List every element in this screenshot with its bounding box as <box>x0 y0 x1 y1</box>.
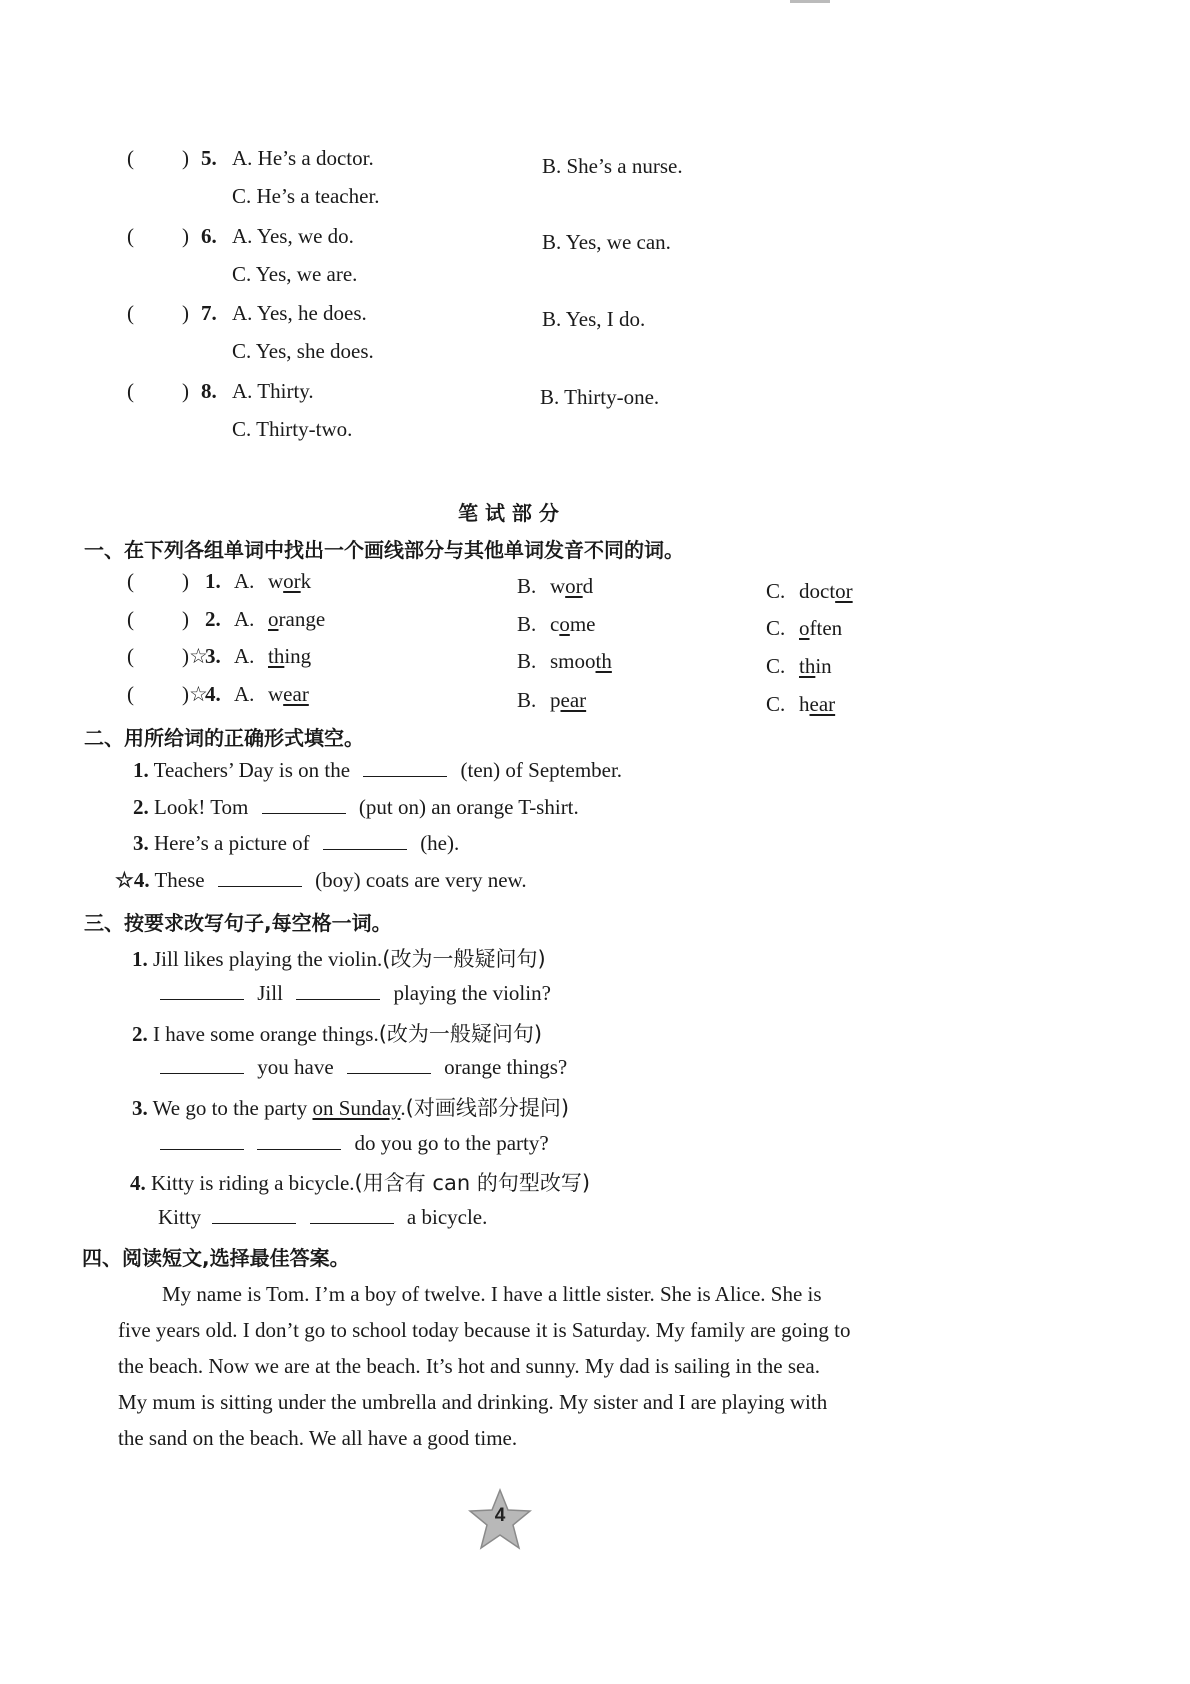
section-2-heading: 二、用所给词的正确形式填空。 <box>84 726 364 750</box>
option-a-letter: A. <box>234 682 255 706</box>
item-text-before: These <box>154 868 205 892</box>
option-b: B. She’s a nurse. <box>542 154 683 178</box>
item-number: 2. <box>132 1022 148 1046</box>
page-number: 4 <box>494 1505 506 1526</box>
passage-line: five years old. I don’t go to school today because it is Saturday. My family are going to <box>118 1318 851 1342</box>
answer-blank[interactable] <box>310 1205 394 1224</box>
instruction: (改为一般疑问句) <box>382 947 546 971</box>
answer-text: Kitty <box>158 1205 202 1229</box>
paren-close: )☆ <box>182 644 208 668</box>
sentence: We go to the party on Sunday. <box>152 1096 406 1120</box>
option-b-letter: B. <box>517 649 537 673</box>
section-1-heading: 一、在下列各组单词中找出一个画线部分与其他单词发音不同的词。 <box>84 538 684 562</box>
item-text-after: (put on) an orange T-shirt. <box>358 795 579 819</box>
paren-open: ( <box>127 146 134 170</box>
item-number: 1. <box>133 758 149 782</box>
instruction: (对画线部分提问) <box>405 1096 570 1120</box>
item-number: 6. <box>201 224 217 248</box>
option-a: A. Thirty. <box>232 379 314 403</box>
paren-open: ( <box>127 569 134 593</box>
paren-close: ) <box>182 607 189 631</box>
option-c-word: often <box>799 616 843 640</box>
option-c-letter: C. <box>766 654 786 678</box>
option-a-letter: A. <box>234 569 255 593</box>
answer-text: Jill <box>257 981 283 1005</box>
option-a-word: work <box>268 569 312 593</box>
item-number: ☆4. <box>115 868 150 892</box>
option-b-word: smooth <box>550 649 612 673</box>
option-b-letter: B. <box>517 574 537 598</box>
option-b-word: word <box>550 574 594 598</box>
option-b: B. Thirty-one. <box>540 385 660 409</box>
item-text-after: (ten) of September. <box>460 758 623 782</box>
option-c: C. Yes, she does. <box>232 339 374 363</box>
paren-open: ( <box>127 379 134 403</box>
item-text-before: Look! Tom <box>154 795 249 819</box>
item-number: 4. <box>205 682 221 706</box>
fill-blank-item <box>133 795 579 820</box>
answer-blank[interactable] <box>160 981 244 1000</box>
rewrite-answer-line <box>158 1205 487 1230</box>
option-b: B. Yes, we can. <box>542 230 671 254</box>
rewrite-question <box>132 943 546 973</box>
item-number: 5. <box>201 146 217 170</box>
item-number: 3. <box>205 644 221 668</box>
rewrite-answer-line <box>160 981 551 1006</box>
paren-open: ( <box>127 682 134 706</box>
paren-close: ) <box>182 379 189 403</box>
item-number: 2. <box>205 607 221 631</box>
option-c-word: thin <box>799 654 832 678</box>
fill-blank-item <box>133 758 622 783</box>
sentence: Jill likes playing the violin. <box>153 947 383 971</box>
item-number: 2. <box>133 795 149 819</box>
rewrite-question <box>130 1167 590 1197</box>
answer-blank[interactable] <box>363 758 447 777</box>
paren-open: ( <box>127 224 134 248</box>
option-a-letter: A. <box>234 607 255 631</box>
answer-blank[interactable] <box>218 868 302 887</box>
option-c-letter: C. <box>766 616 786 640</box>
option-b: B. Yes, I do. <box>542 307 646 331</box>
option-c: C. Thirty-two. <box>232 417 353 441</box>
passage-line: My mum is sitting under the umbrella and drinking. My sister and I are playing with <box>118 1390 828 1414</box>
scan-mark <box>790 0 830 3</box>
paren-close: ) <box>182 224 189 248</box>
paren-open: ( <box>127 607 134 631</box>
item-text-after: (boy) coats are very new. <box>315 868 527 892</box>
item-text-after: (he). <box>420 831 460 855</box>
item-number: 3. <box>132 1096 148 1120</box>
item-number: 3. <box>133 831 149 855</box>
item-number: 4. <box>130 1171 146 1195</box>
option-c: C. Yes, we are. <box>232 262 358 286</box>
answer-text: a bicycle. <box>406 1205 488 1229</box>
section-title: 笔 试 部 分 <box>458 501 559 525</box>
option-a-word: thing <box>268 644 312 668</box>
answer-text: orange things? <box>444 1055 568 1079</box>
passage-line: My name is Tom. I’m a boy of twelve. I have a little sister. She is Alice. She is <box>162 1282 822 1306</box>
option-b-word: pear <box>550 688 587 712</box>
paren-open: ( <box>127 301 134 325</box>
option-b-letter: B. <box>517 688 537 712</box>
answer-blank[interactable] <box>257 1131 341 1150</box>
item-number: 1. <box>205 569 221 593</box>
option-c-letter: C. <box>766 692 786 716</box>
instruction: (用含有 can 的句型改写) <box>354 1171 591 1195</box>
rewrite-answer-line <box>160 1131 549 1156</box>
option-a-word: orange <box>268 607 326 631</box>
option-b-letter: B. <box>517 612 537 636</box>
option-a-letter: A. <box>234 644 255 668</box>
answer-blank[interactable] <box>296 981 380 1000</box>
passage-line: the sand on the beach. We all have a good time. <box>118 1426 518 1450</box>
answer-blank[interactable] <box>347 1055 431 1074</box>
fill-blank-item <box>133 831 459 856</box>
answer-text: do you go to the party? <box>354 1131 549 1155</box>
option-c: C. He’s a teacher. <box>232 184 380 208</box>
item-number: 1. <box>132 947 148 971</box>
passage-line: the beach. Now we are at the beach. It’s hot and sunny. My dad is sailing in the sea. <box>118 1354 820 1378</box>
instruction: (改为一般疑问句) <box>378 1022 543 1046</box>
fill-blank-item <box>115 868 527 893</box>
item-text-before: Teachers’ Day is on the <box>153 758 351 782</box>
option-a: A. Yes, we do. <box>232 224 354 248</box>
rewrite-answer-line <box>160 1055 567 1080</box>
rewrite-question <box>132 1018 542 1048</box>
option-a: A. Yes, he does. <box>232 301 367 325</box>
paren-close: ) <box>182 301 189 325</box>
paren-close: ) <box>182 146 189 170</box>
answer-text: you have <box>257 1055 334 1079</box>
sentence: I have some orange things. <box>153 1022 379 1046</box>
rewrite-question <box>132 1092 569 1122</box>
item-number: 8. <box>201 379 217 403</box>
answer-blank[interactable] <box>212 1205 296 1224</box>
paren-open: ( <box>127 644 134 668</box>
answer-blank[interactable] <box>262 795 346 814</box>
answer-text: playing the violin? <box>393 981 551 1005</box>
paren-close: )☆ <box>182 682 208 706</box>
answer-blank[interactable] <box>160 1055 244 1074</box>
option-c-letter: C. <box>766 579 786 603</box>
section-3-heading: 三、按要求改写句子,每空格一词。 <box>84 911 392 935</box>
answer-blank[interactable] <box>323 831 407 850</box>
option-a-word: wear <box>268 682 309 706</box>
option-b-word: come <box>550 612 596 636</box>
section-4-heading: 四、阅读短文,选择最佳答案。 <box>82 1246 350 1270</box>
option-c-word: hear <box>799 692 836 716</box>
item-text-before: Here’s a picture of <box>154 831 310 855</box>
item-number: 7. <box>201 301 217 325</box>
paren-close: ) <box>182 569 189 593</box>
sentence: Kitty is riding a bicycle. <box>151 1171 355 1195</box>
option-a: A. He’s a doctor. <box>232 146 374 170</box>
answer-blank[interactable] <box>160 1131 244 1150</box>
option-c-word: doctor <box>799 579 853 603</box>
